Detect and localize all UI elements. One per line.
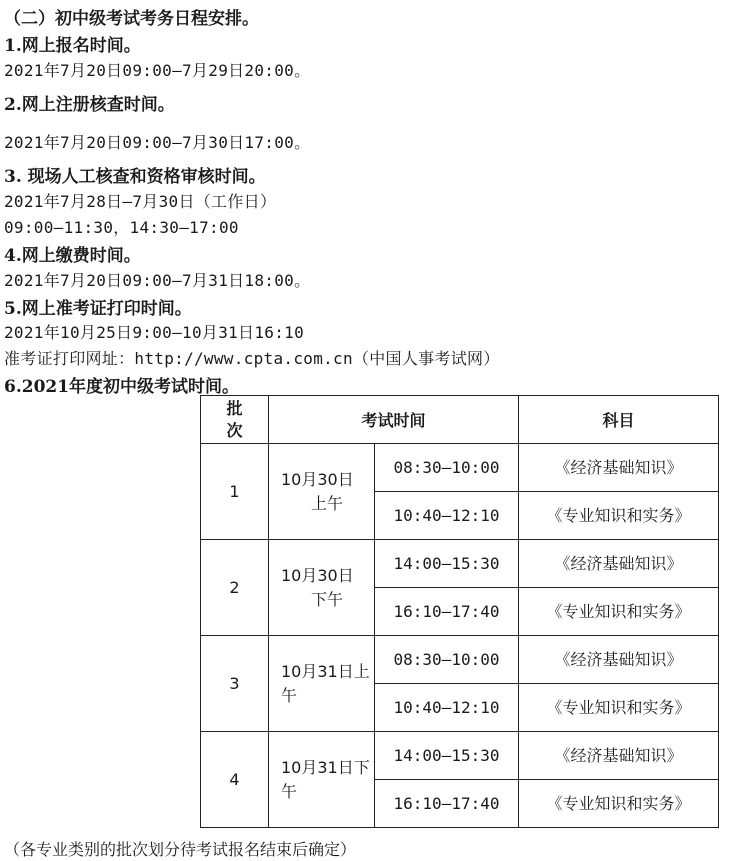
session-time: 08:30—10:00 (375, 636, 519, 684)
session-subject: 《专业知识和实务》 (519, 684, 719, 732)
header-subject: 科目 (519, 396, 719, 444)
session-subject: 《经济基础知识》 (519, 444, 719, 492)
item-4-heading: 4.网上缴费时间。 (4, 246, 141, 266)
session-time: 10:40—12:10 (375, 684, 519, 732)
section-heading: （二）初中级考试考务日程安排。 (4, 9, 259, 29)
exam-schedule-table (200, 395, 719, 828)
batch-number: 1 (201, 444, 269, 540)
batch-date: 10月31日下午 (269, 732, 375, 828)
batch-date: 10月30日 下午 (269, 540, 375, 636)
session-subject: 《专业知识和实务》 (519, 492, 719, 540)
session-subject: 《经济基础知识》 (519, 732, 719, 780)
table-row (201, 732, 719, 780)
table-row (201, 444, 719, 492)
session-time: 08:30—10:00 (375, 444, 519, 492)
session-subject: 《专业知识和实务》 (519, 780, 719, 828)
item-5-heading: 5.网上准考证打印时间。 (4, 299, 192, 319)
admission-url-line: 准考证打印网址：http://www.cpta.com.cn（中国人事考试网） (4, 349, 500, 368)
session-time: 16:10—17:40 (375, 588, 519, 636)
item-3-detail-hours: 09:00—11:30，14:30—17:00 (4, 218, 239, 237)
batch-number: 3 (201, 636, 269, 732)
table-row (201, 540, 719, 588)
item-2-detail: 2021年7月20日09:00—7月30日17:00。 (4, 133, 311, 152)
session-subject: 《经济基础知识》 (519, 636, 719, 684)
session-time: 10:40—12:10 (375, 492, 519, 540)
batch-date: 10月30日 上午 (269, 444, 375, 540)
session-subject: 《专业知识和实务》 (519, 588, 719, 636)
item-1-heading: 1.网上报名时间。 (4, 36, 141, 56)
batch-number: 4 (201, 732, 269, 828)
table-header-row (201, 396, 719, 444)
item-2-heading: 2.网上注册核查时间。 (4, 95, 175, 115)
table-row (201, 636, 719, 684)
session-time: 14:00—15:30 (375, 540, 519, 588)
session-time: 16:10—17:40 (375, 780, 519, 828)
header-batch: 批次 (201, 396, 269, 444)
item-3-detail-date: 2021年7月28日—7月30日（工作日） (4, 192, 277, 211)
batch-number: 2 (201, 540, 269, 636)
header-exam-time: 考试时间 (269, 396, 519, 444)
footnote: （各专业类别的批次划分待考试报名结束后确定） (4, 840, 357, 859)
item-3-heading: 3. 现场人工核查和资格审核时间。 (4, 167, 266, 187)
item-5-detail: 2021年10月25日9:00—10月31日16:10 (4, 323, 305, 342)
item-1-detail: 2021年7月20日09:00—7月29日20:00。 (4, 61, 311, 80)
session-time: 14:00—15:30 (375, 732, 519, 780)
batch-date: 10月31日上午 (269, 636, 375, 732)
session-subject: 《经济基础知识》 (519, 540, 719, 588)
item-4-detail: 2021年7月20日09:00—7月31日18:00。 (4, 271, 311, 290)
item-6-heading: 6.2021年度初中级考试时间。 (4, 377, 240, 397)
